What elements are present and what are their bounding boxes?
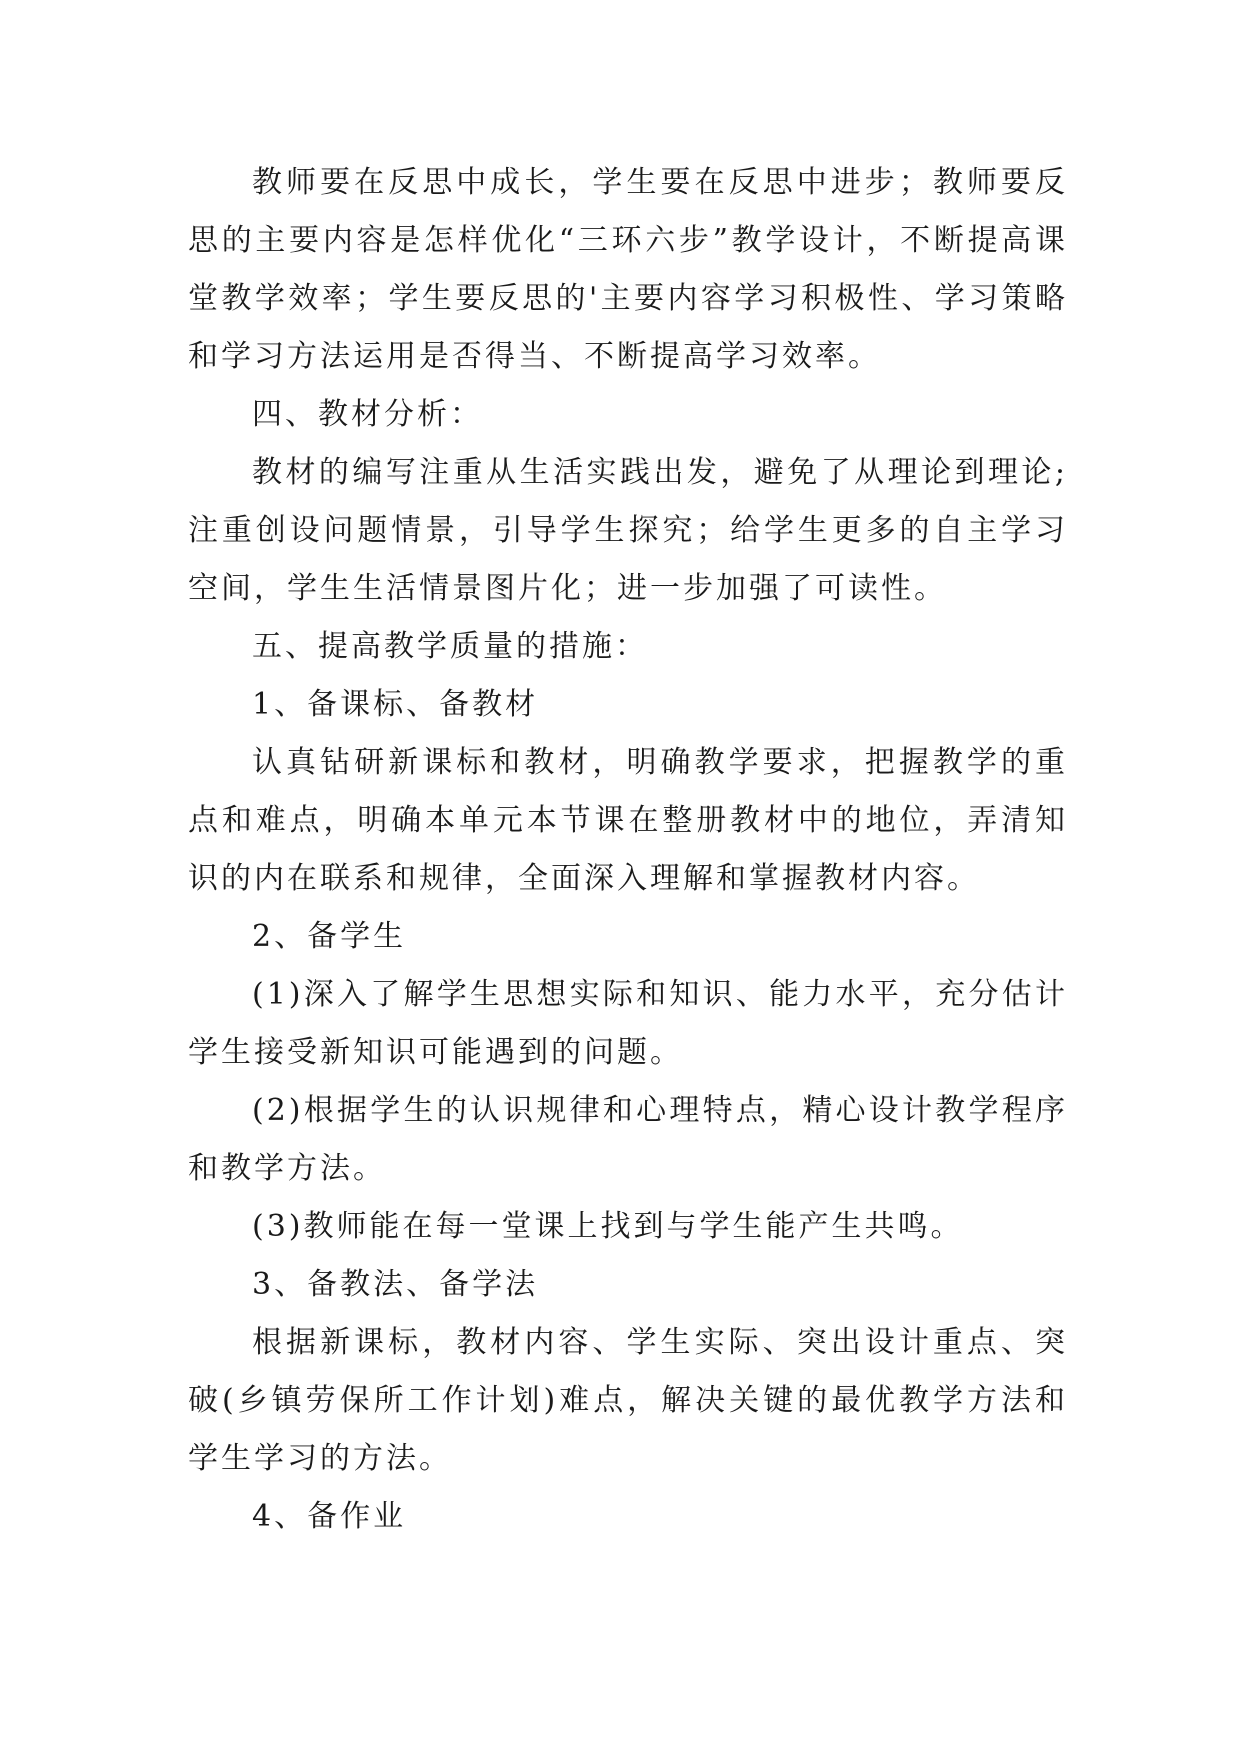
paragraph-textbook-analysis: 教材的编写注重从生活实践出发，避免了从理论到理论;注重创设问题情景，引导学生探究；给学生更多的自主学习空间，学生生活情景图片化；进一步加强了可读性。 xyxy=(188,455,1068,606)
paragraph-prepare-standards: 认真钻研新课标和教材，明确教学要求，把握教学的重点和难点，明确本单元本节课在整册教材中的地位，弄清知识的内在联系和规律，全面深入理解和掌握教材内容。 xyxy=(188,745,1068,896)
subheading-prepare-methods: 3、备教法、备学法 xyxy=(252,1267,539,1302)
subheading-prepare-students: 2、备学生 xyxy=(252,919,407,954)
paragraph-prepare-methods: 根据新课标，教材内容、学生实际、突出设计重点、突破(乡镇劳保所工作计划)难点，解决关键的最优教学方法和学生学习的方法。 xyxy=(188,1325,1068,1476)
list-item-students-1: (1)深入了解学生思想实际和知识、能力水平，充分估计学生接受新知识可能遇到的问题。 xyxy=(188,977,1068,1070)
list-item-students-2: (2)根据学生的认识规律和心理特点，精心设计教学程序和教学方法。 xyxy=(188,1093,1068,1186)
heading-quality-measures: 五、提高教学质量的措施： xyxy=(252,629,648,664)
subheading-prepare-standards: 1、备课标、备教材 xyxy=(252,687,539,722)
list-item-students-3: (3)教师能在每一堂课上找到与学生能产生共鸣。 xyxy=(252,1209,964,1244)
document-page xyxy=(188,154,1068,1546)
heading-textbook-analysis: 四、教材分析： xyxy=(252,397,483,432)
paragraph-reflection: 教师要在反思中成长，学生要在反思中进步；教师要反思的主要内容是怎样优化“三环六步”教学设计，不断提高课堂教学效率；学生要反思的'主要内容学习积极性、学习策略和学习方法运用是否得当、不断提高学习效率。 xyxy=(188,165,1068,374)
subheading-prepare-homework: 4、备作业 xyxy=(252,1499,407,1534)
